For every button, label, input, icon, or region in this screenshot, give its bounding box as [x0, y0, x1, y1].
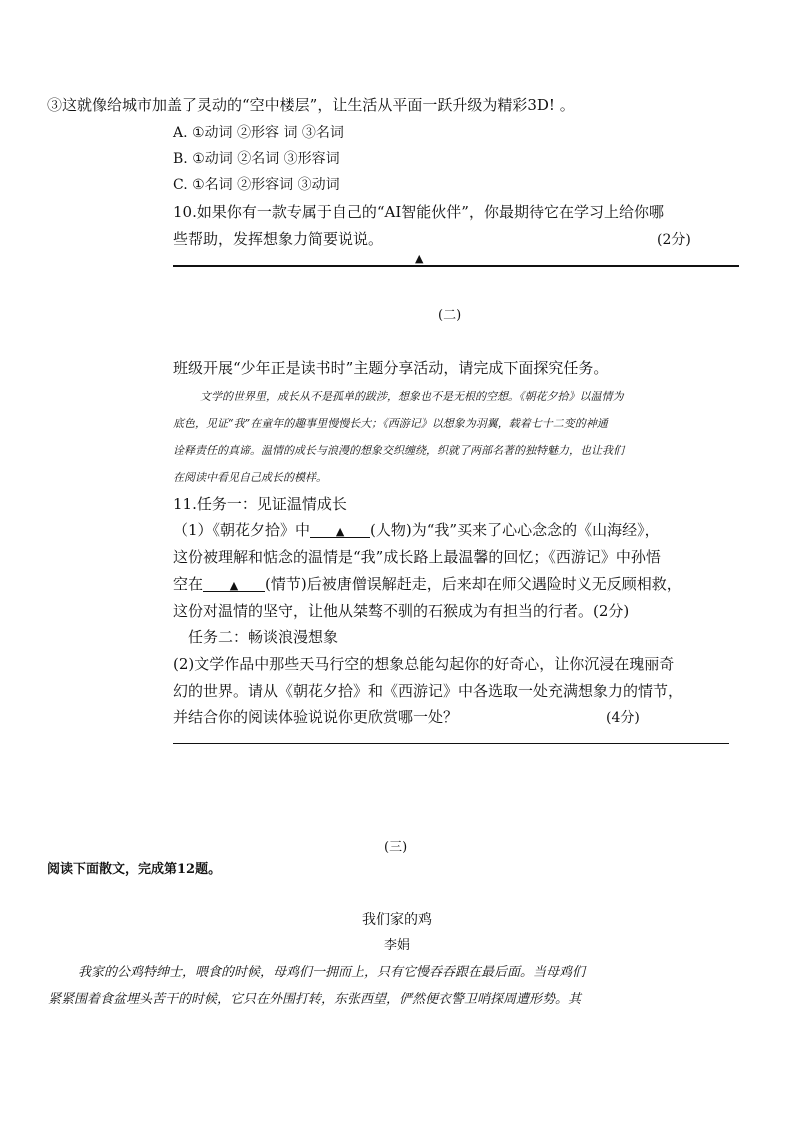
q9-sentence-3: ③这就像给城市加盖了灵动的“空中楼层”，让生活从平面一跃升级为精彩3D! 。: [47, 96, 575, 114]
q11-1-plot-blank[interactable]: ▲: [203, 580, 265, 592]
q10-line-2: 些帮助，发挥想象力简要说说。: [173, 230, 384, 248]
q11-2-line-1: (2)文学作品中那些天马行空的想象总能勾起你的好奇心，让你沉浸在瑰丽奇: [173, 655, 675, 673]
section-2-intro: 班级开展“少年正是读书时”主题分享活动，请完成下面探究任务。: [173, 359, 609, 377]
q10-answer-line: [173, 265, 739, 267]
section-3-instruction: 阅读下面散文，完成第12题。: [47, 862, 222, 877]
q11-1-suffix-2: (情节)后被唐僧误解赶走，后来却在师父遇险时义无反顾相救，: [265, 575, 682, 593]
passage-line-4: 在阅读中看见自己成长的模样。: [173, 471, 327, 484]
essay-line-2: 紧紧围着食盆埋头苦干的时候，它只在外围打转，东张西望，俨然便衣警卫哨探周遭形势。其: [48, 992, 582, 1007]
q11-1-line-1: [173, 519, 660, 540]
q10-score: (2分): [657, 232, 691, 248]
passage-line-1: 文学的世界里，成长从不是孤单的跋涉，想象也不是无根的空想。《朝花夕拾》以温情为: [200, 390, 624, 403]
q11-task-2-title: 任务二：畅谈浪漫想象: [188, 628, 339, 646]
q11-2-line-3: 并结合你的阅读体验说说你更欣赏哪一处？: [173, 708, 459, 726]
passage-line-2: 底色，见证“我”在童年的趣事里慢慢长大；《西游记》以想象为羽翼，载着七十二变的神通: [173, 417, 608, 430]
section-2-heading: (二): [438, 308, 462, 323]
q11-2-score: (4分): [606, 710, 640, 726]
essay-author: 李娟: [384, 938, 411, 953]
q11-1-person-blank[interactable]: ▲: [310, 526, 370, 538]
q11-1-suffix: (人物)为“我”买来了心心念念的《山海经》，: [370, 521, 660, 539]
q10-answer-marker: ▲: [415, 252, 424, 265]
essay-title: 我们家的鸡: [362, 912, 432, 928]
passage-line-3: 诠释责任的真谛。温情的成长与浪漫的想象交织缠绕，织就了两部名著的独特魅力，也让我们: [173, 444, 624, 457]
section-3-heading: (三): [384, 840, 408, 855]
q9-option-c: C. ①名词 ②形容词 ③动词: [173, 177, 340, 193]
essay-line-1: 我家的公鸡特绅士，喂食的时候，母鸡们一拥而上，只有它慢吞吞跟在最后面。当母鸡们: [78, 965, 586, 980]
q11-1-prefix: （1）《朝花夕拾》中: [173, 521, 311, 539]
q11-1-line-3: [173, 573, 682, 594]
q9-option-b: B. ①动词 ②名词 ③形容词: [173, 151, 340, 167]
q10-line-1: 10.如果你有一款专属于自己的“AI智能伙伴”，你最期待它在学习上给你哪: [173, 203, 664, 221]
q11-2-answer-line[interactable]: [173, 743, 729, 744]
q9-option-a: A. ①动词 ②形容 词 ③名词: [173, 125, 344, 141]
q11-1-prefix-2: 空在: [173, 575, 204, 593]
q11-2-line-2: 幻的世界。请从《朝花夕拾》和《西游记》中各选取一处充满想象力的情节，: [173, 682, 684, 700]
q11-1-line-2: 这份被理解和惦念的温情是“我”成长路上最温馨的回忆；《西游记》中孙悟: [173, 548, 661, 566]
q11-1-line-4: 这份对温情的坚守，让他从桀骜不驯的石猴成为有担当的行者。(2分): [173, 602, 630, 620]
q11-task-1-title: 11.任务一：见证温情成长: [173, 495, 347, 513]
